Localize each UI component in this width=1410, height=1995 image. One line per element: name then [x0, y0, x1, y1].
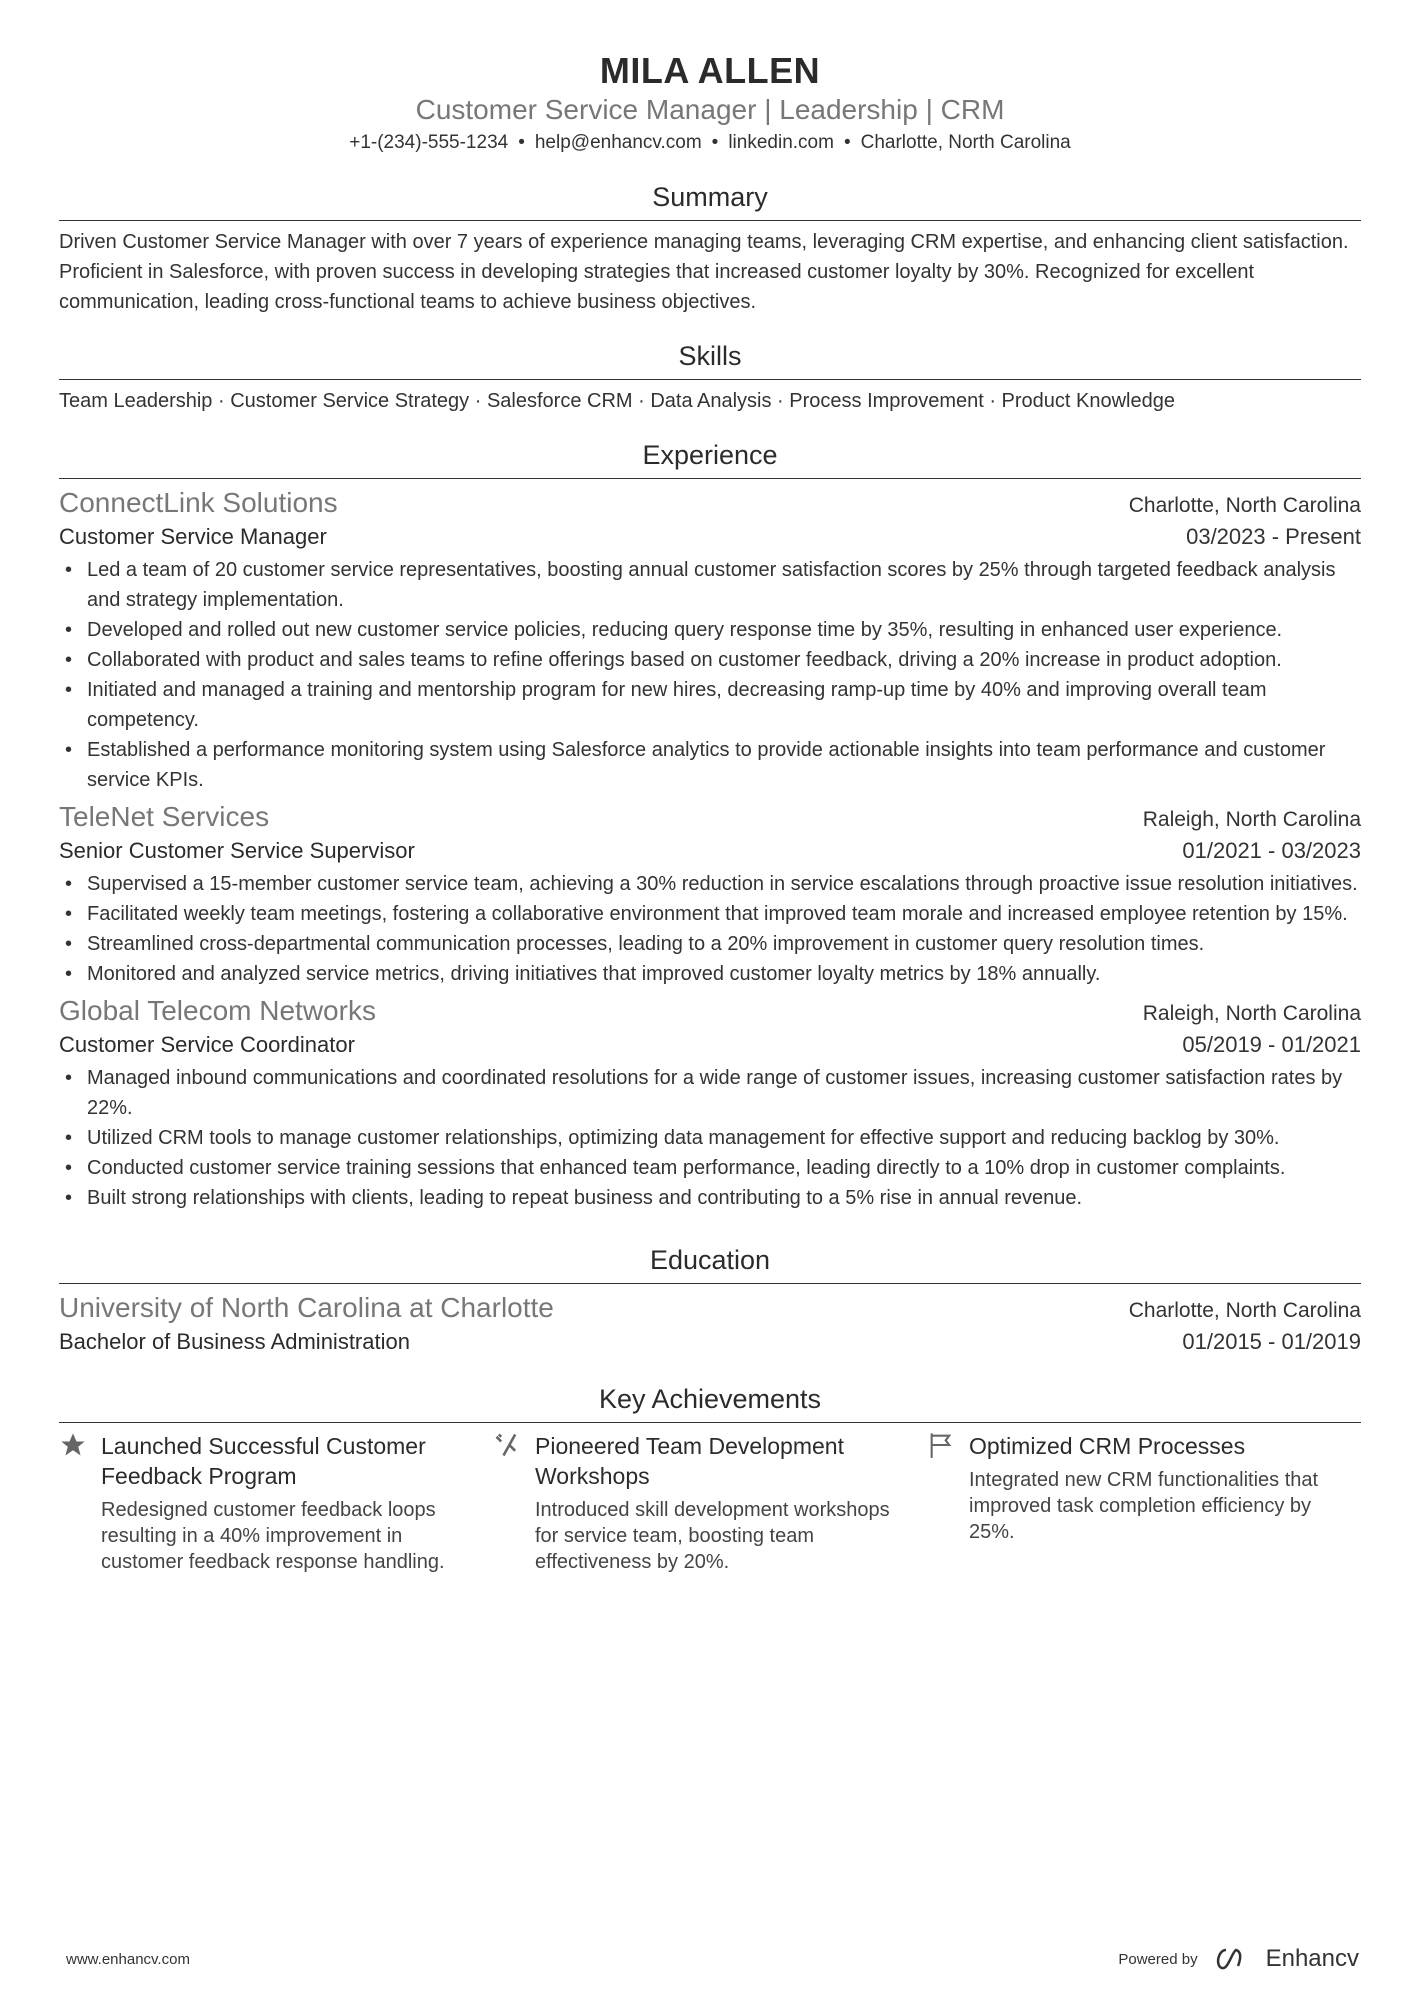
website-link[interactable]: www.enhancv.com — [66, 1950, 190, 1968]
job-location: Charlotte, North Carolina — [1128, 494, 1361, 517]
candidate-title: Customer Service Manager | Leadership | CRM — [415, 94, 1005, 125]
job-role: Senior Customer Service Supervisor — [59, 838, 415, 863]
job-bullets — [59, 555, 1361, 795]
skills-list: Team Leadership · Customer Service Strategy · Salesforce CRM · Data Analysis · Process Improvement · Product Knowledge — [59, 390, 1175, 412]
section-title-skills: Skills — [59, 339, 1361, 380]
section-title-education: Education — [59, 1243, 1361, 1284]
achievement-item — [493, 1431, 927, 1575]
contact-line: +1-(234)-555-1234 • help@enhancv.com • linkedin.com • Charlotte, North Carolina — [349, 132, 1071, 153]
achievement-title: Optimized CRM Processes — [969, 1433, 1246, 1459]
job-bullet: • Facilitated weekly team meetings, fostering a collaborative environment that improved team morale and increased employee retention by 15%. — [59, 899, 1361, 929]
email-link[interactable]: help@enhancv.com — [534, 132, 702, 153]
candidate-name: MILA ALLEN — [599, 50, 821, 91]
star-icon — [59, 1431, 101, 1575]
education-dates: 01/2015 - 01/2019 — [1182, 1329, 1361, 1354]
achievement-item — [59, 1431, 493, 1575]
job-bullet: • Developed and rolled out new customer service policies, reducing query response time by 35%, resulting in enhanced user experience. — [59, 615, 1361, 645]
job-bullet: • Streamlined cross-departmental communication processes, leading to a 20% improvement in customer query resolution times. — [59, 929, 1361, 959]
job-bullets — [59, 869, 1361, 989]
job-bullet: • Utilized CRM tools to manage customer relationships, optimizing data management for effective support and reducing backlog by 30%. — [59, 1123, 1361, 1153]
achievement-item — [927, 1431, 1361, 1575]
job-bullet: • Led a team of 20 customer service representatives, boosting annual customer satisfaction scores by 25% through targeted feedback analysis and strategy implementation. — [59, 555, 1361, 615]
footer — [66, 1945, 1359, 1973]
phone: +1-(234)-555-1234 — [349, 132, 509, 153]
job-entry — [59, 993, 1361, 1213]
brand-name: Enhancv — [1265, 1945, 1359, 1972]
summary-text: Driven Customer Service Manager with over 7 years of experience managing teams, leveraging CRM expertise, and enhancing client satisfaction. Proficient in Salesforce, with proven success in developing strategies that increased customer loyalty by 30%. Recognized for excellent communication, leading cross-functional teams to achieve business objectives. — [59, 231, 1349, 313]
enhancv-logo-icon — [1212, 1946, 1252, 1972]
achievement-desc: Redesigned customer feedback loops resulting in a 40% improvement in customer feedback response handling. — [101, 1499, 445, 1573]
school-location: Charlotte, North Carolina — [1128, 1299, 1361, 1322]
powered-by-label: Powered by — [1118, 1950, 1198, 1968]
company-name: Global Telecom Networks — [59, 995, 376, 1026]
job-dates: 05/2019 - 01/2021 — [1182, 1032, 1361, 1057]
job-entry — [59, 485, 1361, 795]
job-bullet: • Supervised a 15-member customer service team, achieving a 30% reduction in service escalations through proactive issue resolution initiatives. — [59, 869, 1361, 899]
section-title-achievements: Key Achievements — [59, 1382, 1361, 1423]
job-location: Raleigh, North Carolina — [1142, 1002, 1361, 1025]
company-name: ConnectLink Solutions — [59, 487, 338, 518]
job-bullets — [59, 1063, 1361, 1213]
job-entry — [59, 799, 1361, 989]
achievements-list — [59, 1431, 1361, 1575]
job-bullet: • Built strong relationships with clients, leading to repeat business and contributing to a 5% rise in annual revenue. — [59, 1183, 1361, 1213]
flag-icon — [927, 1431, 969, 1575]
achievement-desc: Introduced skill development workshops for service team, boosting team effectiveness by 20%. — [535, 1499, 890, 1573]
job-bullet: • Monitored and analyzed service metrics, driving initiatives that improved customer loyalty metrics by 18% annually. — [59, 959, 1361, 989]
job-bullet: • Initiated and managed a training and mentorship program for new hires, decreasing ramp-up time by 40% and improving overall team competency. — [59, 675, 1361, 735]
brand — [1118, 1945, 1359, 1973]
resume-page — [59, 0, 1361, 1575]
company-name: TeleNet Services — [59, 801, 270, 832]
job-role: Customer Service Manager — [59, 524, 327, 549]
linkedin-link[interactable]: linkedin.com — [728, 132, 834, 153]
job-location: Raleigh, North Carolina — [1142, 808, 1361, 831]
job-dates: 03/2023 - Present — [1186, 524, 1361, 549]
tools-icon — [493, 1431, 535, 1575]
degree: Bachelor of Business Administration — [59, 1329, 410, 1354]
job-bullet: • Conducted customer service training sessions that enhanced team performance, leading directly to a 10% drop in customer complaints. — [59, 1153, 1361, 1183]
job-role: Customer Service Coordinator — [59, 1032, 355, 1057]
job-dates: 01/2021 - 03/2023 — [1182, 838, 1361, 863]
resume-header — [59, 50, 1361, 156]
achievement-title: Pioneered Team Development Workshops — [535, 1433, 844, 1489]
section-title-summary: Summary — [59, 180, 1361, 221]
job-bullet: • Collaborated with product and sales teams to refine offerings based on customer feedback, driving a 20% increase in product adoption. — [59, 645, 1361, 675]
school-name: University of North Carolina at Charlotte — [59, 1292, 554, 1323]
achievement-title: Launched Successful Customer Feedback Program — [101, 1433, 426, 1489]
achievement-desc: Integrated new CRM functionalities that improved task completion efficiency by 25%. — [969, 1469, 1319, 1543]
job-bullet: • Managed inbound communications and coordinated resolutions for a wide range of customer issues, increasing customer satisfaction rates by 22%. — [59, 1063, 1361, 1123]
job-bullet: • Established a performance monitoring system using Salesforce analytics to provide actionable insights into team performance and customer service KPIs. — [59, 735, 1361, 795]
education-entry — [59, 1290, 1361, 1358]
section-title-experience: Experience — [59, 438, 1361, 479]
location: Charlotte, North Carolina — [860, 132, 1071, 153]
experience-list — [59, 485, 1361, 1213]
